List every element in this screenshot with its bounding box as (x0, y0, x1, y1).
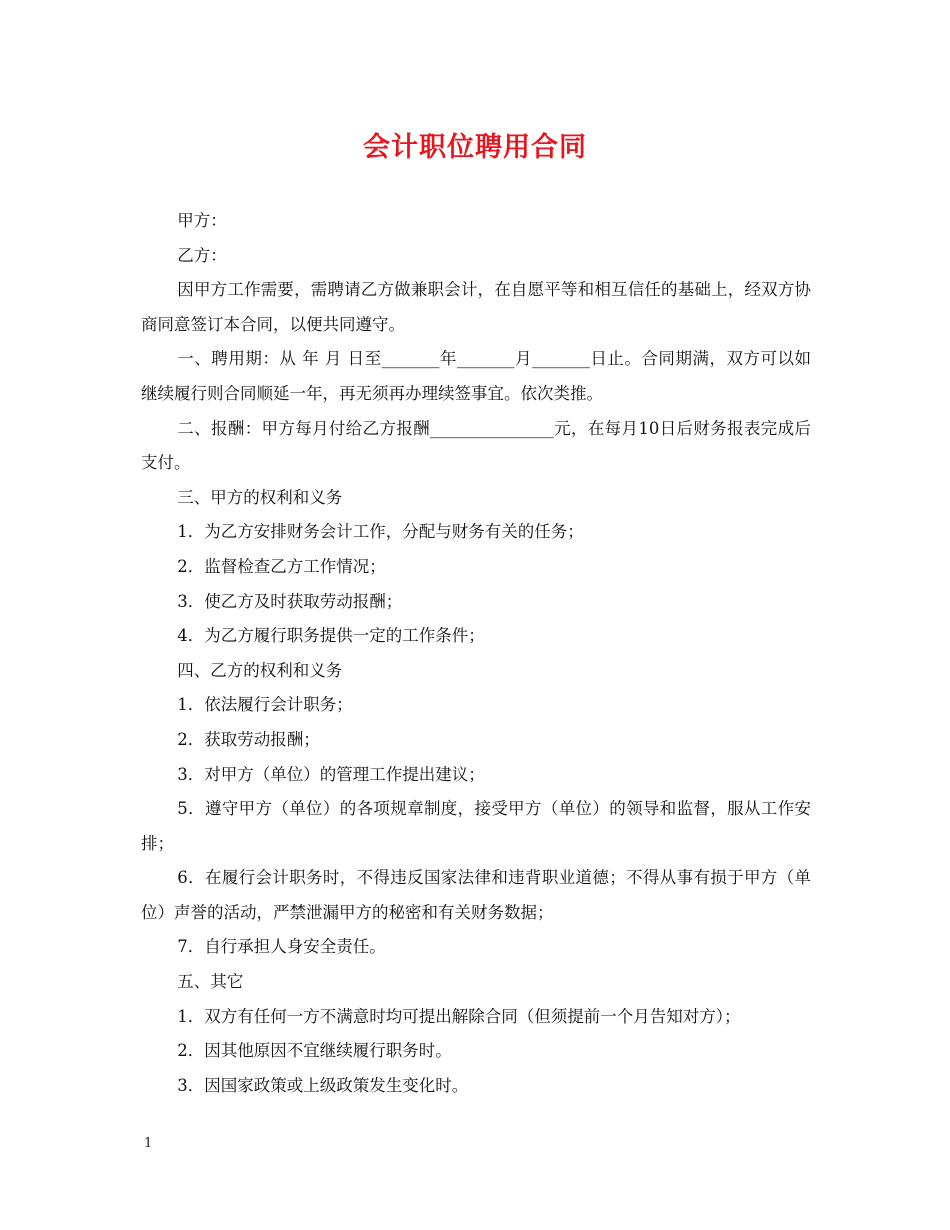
list-item: 2．获取劳动报酬； (177, 729, 320, 749)
list-item: 6．在履行会计职务时，不得违反国家法律和违背职业道德；不得从事有损于甲方（单位）声誉的活动，严禁泄漏甲方的秘密和有关财务数据； (141, 868, 811, 922)
section-heading-other: 五、其它 (177, 972, 244, 992)
party-b-line: 乙方： (177, 245, 227, 265)
contract-body (141, 204, 811, 1103)
list-item: 5．遵守甲方（单位）的各项规章制度，接受甲方（单位）的领导和监督，服从工作安排； (141, 799, 811, 853)
preamble-paragraph: 因甲方工作需要，需聘请乙方做兼职会计，在自愿平等和相互信任的基础上，经双方协商同意签订本合同，以便共同遵守。 (141, 280, 811, 334)
document-title: 会计职位聘用合同 (363, 132, 587, 163)
section-heading-party-a-rights: 三、甲方的权利和义务 (177, 487, 343, 507)
page-number: 1 (144, 1136, 153, 1151)
list-item: 7．自行承担人身安全责任。 (177, 937, 386, 957)
term-clause: 一、聘用期：从 年 月 日至_______年_______月_______日止。合同期满，双方可以如继续履行则合同顺延一年，再无须再办理续签事宜。依次类推。 (141, 349, 811, 403)
list-item: 3．对甲方（单位）的管理工作提出建议； (177, 764, 485, 784)
salary-clause: 二、报酬：甲方每月付给乙方报酬_______________元，在每月10日后财务报表完成后支付。 (141, 418, 811, 473)
list-item: 2．监督检查乙方工作情况； (177, 556, 386, 576)
list-item: 1．为乙方安排财务会计工作，分配与财务有关的任务； (177, 522, 584, 542)
section-heading-party-b-rights: 四、乙方的权利和义务 (177, 660, 343, 680)
list-item: 1．双方有任何一方不满意时均可提出解除合同（但须提前一个月告知对方）； (177, 1006, 741, 1026)
list-item: 4．为乙方履行职务提供一定的工作条件； (177, 626, 485, 646)
list-item: 1．依法履行会计职务； (177, 695, 353, 715)
list-item: 3．使乙方及时获取劳动报酬； (177, 591, 403, 611)
list-item: 3．因国家政策或上级政策发生变化时。 (177, 1075, 469, 1095)
party-a-line: 甲方： (177, 211, 227, 230)
list-item: 2．因其他原因不宜继续履行职务时。 (177, 1041, 452, 1061)
